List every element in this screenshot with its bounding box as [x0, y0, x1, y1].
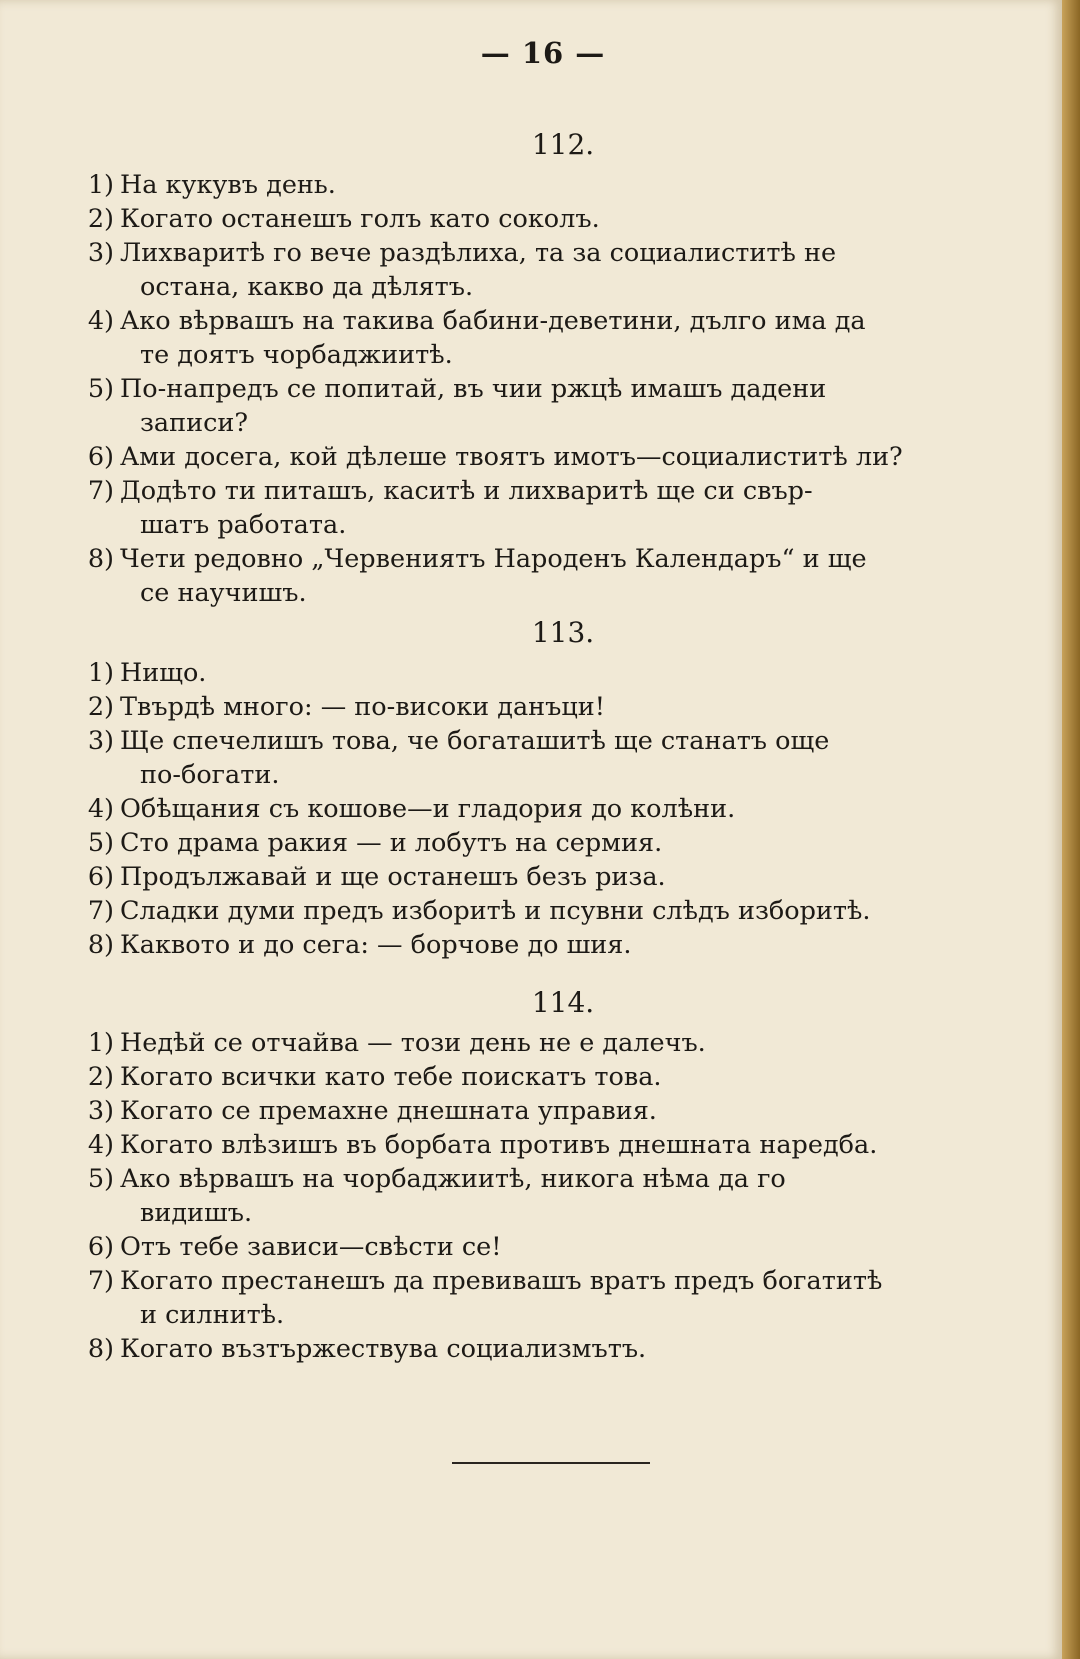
item-number: 6) — [87, 1232, 114, 1262]
section-number: 113. — [531, 616, 595, 649]
item-text: Ако вѣрвашъ на чорбаджиитѣ, никога нѣма да го — [120, 1164, 786, 1194]
answer-list — [78, 168, 1008, 610]
item-text: Чети редовно „Червениятъ Народенъ Календаръ“ и ще — [120, 544, 867, 574]
list-item — [78, 1162, 1008, 1196]
list-item — [78, 542, 1008, 576]
item-text: Обѣщания съ кошове—и гладория до колѣни. — [120, 794, 736, 824]
item-number: 2) — [87, 692, 114, 722]
list-item — [78, 440, 1008, 474]
item-number: 5) — [87, 1164, 114, 1194]
item-number: 1) — [87, 1028, 114, 1058]
item-number: 6) — [87, 862, 114, 892]
list-item — [78, 474, 1008, 508]
item-text: Ами досега, кой дѣлеше твоятъ имотъ—социалиститѣ ли? — [120, 442, 903, 472]
list-item — [78, 690, 1008, 724]
list-item — [78, 202, 1008, 236]
item-text: Когато влѣзишъ въ борбата противъ днешната наредба. — [120, 1130, 878, 1160]
item-continuation: се научишъ. — [140, 578, 307, 608]
list-item — [78, 1094, 1008, 1128]
item-number: 6) — [87, 442, 114, 472]
item-continuation: шатъ работата. — [140, 510, 347, 540]
answer-list — [78, 656, 1008, 962]
list-item — [78, 826, 1008, 860]
item-number: 7) — [87, 1266, 114, 1296]
item-text: Ще спечелишъ това, че богаташитѣ ще станатъ още — [120, 726, 830, 756]
list-item — [78, 236, 1008, 270]
item-continuation: и силнитѣ. — [140, 1300, 285, 1330]
section-number: 114. — [531, 986, 595, 1019]
list-item — [78, 1060, 1008, 1094]
item-number: 4) — [87, 1130, 114, 1160]
list-item — [78, 860, 1008, 894]
item-number: 8) — [87, 930, 114, 960]
item-continuation: те доятъ чорбаджиитѣ. — [140, 340, 453, 370]
section-number: 112. — [531, 128, 595, 161]
item-text: Когато останешъ голъ като соколъ. — [120, 204, 600, 234]
list-item — [78, 1264, 1008, 1298]
answer-list — [78, 1026, 1008, 1366]
item-number: 4) — [87, 306, 114, 336]
item-number: 8) — [87, 1334, 114, 1364]
item-text: Продължавай и ще останешъ безъ риза. — [120, 862, 666, 892]
item-number: 5) — [87, 828, 114, 858]
list-item — [78, 724, 1008, 758]
list-item — [78, 168, 1008, 202]
item-number: 4) — [87, 794, 114, 824]
closing-rule — [452, 1462, 650, 1464]
item-continuation: записи? — [140, 408, 249, 438]
item-text: Твърдѣ много: — по-високи данъци! — [120, 692, 606, 722]
list-item — [78, 1230, 1008, 1264]
list-item — [78, 1128, 1008, 1162]
item-text: Когато престанешъ да превивашъ вратъ предъ богатитѣ — [120, 1266, 883, 1296]
item-text: Когато възтържествува социализмътъ. — [120, 1334, 647, 1364]
item-number: 7) — [87, 896, 114, 926]
list-item — [78, 894, 1008, 928]
item-continuation: видишъ. — [140, 1198, 253, 1228]
list-item — [78, 928, 1008, 962]
item-text: На кукувъ день. — [120, 170, 336, 200]
list-item — [78, 1026, 1008, 1060]
item-text: Сладки думи предъ изборитѣ и псувни слѣдъ изборитѣ. — [120, 896, 871, 926]
item-number: 5) — [87, 374, 114, 404]
list-item — [78, 304, 1008, 338]
list-item — [78, 792, 1008, 826]
list-item — [78, 656, 1008, 690]
item-number: 1) — [87, 658, 114, 688]
page-content — [78, 36, 1008, 1366]
list-item — [78, 372, 1008, 406]
item-text: Каквото и до сега: — борчове до шия. — [120, 930, 632, 960]
item-text: Нищо. — [120, 658, 207, 688]
item-number: 1) — [87, 170, 114, 200]
item-text: Отъ тебе зависи—свѣсти се! — [120, 1232, 502, 1262]
list-item — [78, 1332, 1008, 1366]
item-number: 2) — [87, 204, 114, 234]
item-continuation: по-богати. — [140, 760, 280, 790]
page-number: — 16 — — [480, 36, 606, 70]
item-text: Ако вѣрвашъ на такива бабини-деветини, дълго има да — [120, 306, 866, 336]
item-text: По-напредъ се попитай, въ чии ржцѣ имашъ дадени — [120, 374, 827, 404]
item-text: Когато се премахне днешната управия. — [120, 1096, 657, 1126]
item-text: Додѣто ти питашъ, каситѣ и лихваритѣ ще си свър- — [120, 476, 813, 506]
item-text: Лихваритѣ го вече раздѣлиха, та за социалиститѣ не — [120, 238, 837, 268]
item-text: Сто драма ракия — и лобутъ на сермия. — [120, 828, 663, 858]
item-number: 7) — [87, 476, 114, 506]
item-number: 2) — [87, 1062, 114, 1092]
item-text: Когато всички като тебе поискатъ това. — [120, 1062, 662, 1092]
item-text: Недѣй се отчайва — този день не е далечъ. — [120, 1028, 706, 1058]
item-number: 8) — [87, 544, 114, 574]
item-number: 3) — [87, 726, 114, 756]
item-number: 3) — [87, 238, 114, 268]
item-number: 3) — [87, 1096, 114, 1126]
item-continuation: остана, какво да дѣлятъ. — [140, 272, 474, 302]
page-edge — [1062, 0, 1080, 1659]
